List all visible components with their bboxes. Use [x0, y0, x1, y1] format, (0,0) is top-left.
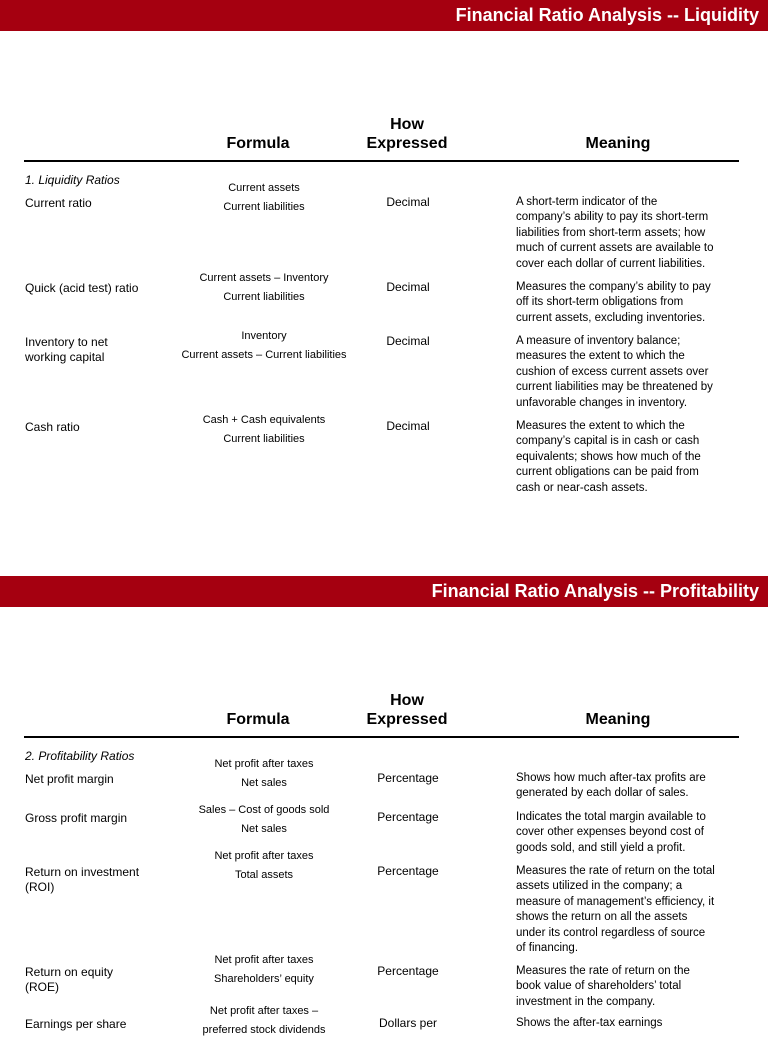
formula-numerator: Current assets – Inventory: [199, 272, 329, 284]
header-how-expressed: [350, 691, 464, 729]
header-meaning: Meaning: [585, 135, 651, 152]
ratio-meaning: A short-term indicator of the company’s ability to pay its short-term liabilities from short-term assets; how much of current assets are available to cover each dollar of current liabilities.: [516, 196, 714, 270]
formula-numerator: Net profit after taxes: [214, 850, 314, 862]
ratio-formula: [155, 269, 373, 307]
ratio-formula: [155, 327, 373, 365]
ratio-name: Inventory to net working capital: [25, 335, 108, 364]
ratio-formula: [155, 755, 373, 793]
slide-title: Financial Ratio Analysis -- Profitability: [0, 576, 768, 607]
ratio-expressed: Decimal: [386, 334, 430, 348]
header-how-line2: Expressed: [366, 135, 448, 152]
ratio-expressed: Percentage: [377, 771, 439, 785]
ratio-formula: [155, 1002, 373, 1040]
formula-numerator: Net profit after taxes: [214, 954, 314, 966]
ratio-expressed: Percentage: [377, 864, 439, 878]
header-formula: Formula: [226, 711, 290, 728]
formula-numerator: Net profit after taxes –: [209, 1005, 319, 1017]
formula-denominator: Shareholders’ equity: [214, 973, 314, 985]
ratio-formula: [155, 801, 373, 839]
ratio-meaning: Indicates the total margin available to cover other expenses beyond cost of goods sold, and still yield a profit.: [516, 811, 706, 854]
header-how-line1: How: [390, 116, 424, 133]
ratio-expressed: Decimal: [386, 195, 430, 209]
ratio-name: Quick (acid test) ratio: [25, 281, 139, 295]
header-how-expressed: [350, 115, 464, 153]
section-title: 2. Profitability Ratios: [25, 749, 135, 763]
header-rule: [24, 160, 739, 162]
ratio-meaning: Measures the rate of return on the total assets utilized in the company; a measure of management’s efficiency, it shows the return on all the assets under its control regardless of source of financing.: [516, 865, 715, 955]
formula-denominator: Net sales: [241, 823, 287, 835]
ratio-meaning: Measures the company’s ability to pay off its short-term obligations from current assets, excluding inventories.: [516, 281, 711, 324]
ratio-expressed: Percentage: [377, 964, 439, 978]
section-title: 1. Liquidity Ratios: [25, 173, 120, 187]
ratio-expressed: Dollars per: [378, 1016, 438, 1030]
ratio-expressed: Decimal: [386, 419, 430, 433]
header-rule: [24, 736, 739, 738]
ratio-formula: [155, 179, 373, 217]
formula-denominator: Current liabilities: [223, 291, 305, 303]
ratio-meaning: Shows the after-tax earnings: [516, 1017, 663, 1029]
ratio-name: Cash ratio: [25, 420, 80, 434]
formula-numerator: Inventory: [241, 330, 287, 342]
ratio-name: Earnings per share: [25, 1017, 127, 1031]
ratio-meaning: A measure of inventory balance; measures the extent to which the cushion of excess current assets over current liabilities may be threatened by unfavorable changes in inventory.: [516, 335, 713, 409]
ratio-name: Return on equity (ROE): [25, 965, 114, 994]
ratio-meaning: Measures the extent to which the company’s capital is in cash or cash equivalents; shows how much of the current obligations can be paid from cash or near-cash assets.: [516, 420, 701, 494]
header-meaning: Meaning: [585, 711, 651, 728]
slide-profitability: [0, 576, 768, 1036]
header-formula: Formula: [226, 135, 290, 152]
ratio-name: Current ratio: [25, 196, 92, 210]
ratio-name: Return on investment (ROI): [25, 865, 140, 894]
ratio-meaning: Shows how much after-tax profits are generated by each dollar of sales.: [516, 772, 706, 800]
formula-denominator: Net sales: [241, 777, 287, 789]
ratio-formula: [155, 847, 373, 885]
slide-title: Financial Ratio Analysis -- Liquidity: [0, 0, 768, 31]
formula-denominator: Current liabilities: [223, 201, 305, 213]
ratio-meaning: Measures the rate of return on the book value of shareholders’ total investment in the company.: [516, 965, 690, 1008]
formula-numerator: Net profit after taxes: [214, 758, 314, 770]
ratio-expressed: Decimal: [386, 280, 430, 294]
formula-numerator: Current assets: [228, 182, 300, 194]
ratio-name: Gross profit margin: [25, 811, 128, 825]
header-how-line1: How: [390, 692, 424, 709]
ratio-expressed: Percentage: [377, 810, 439, 824]
formula-denominator: Current liabilities: [223, 433, 305, 445]
ratio-name: Net profit margin: [25, 772, 114, 786]
header-how-line2: Expressed: [366, 711, 448, 728]
ratio-formula: [155, 951, 373, 989]
formula-denominator: Current assets – Current liabilities: [181, 349, 347, 361]
formula-denominator: preferred stock dividends: [202, 1024, 326, 1036]
formula-denominator: Total assets: [234, 869, 294, 881]
ratio-formula: [155, 411, 373, 449]
formula-numerator: Sales – Cost of goods sold: [198, 804, 330, 816]
formula-numerator: Cash + Cash equivalents: [202, 414, 326, 426]
